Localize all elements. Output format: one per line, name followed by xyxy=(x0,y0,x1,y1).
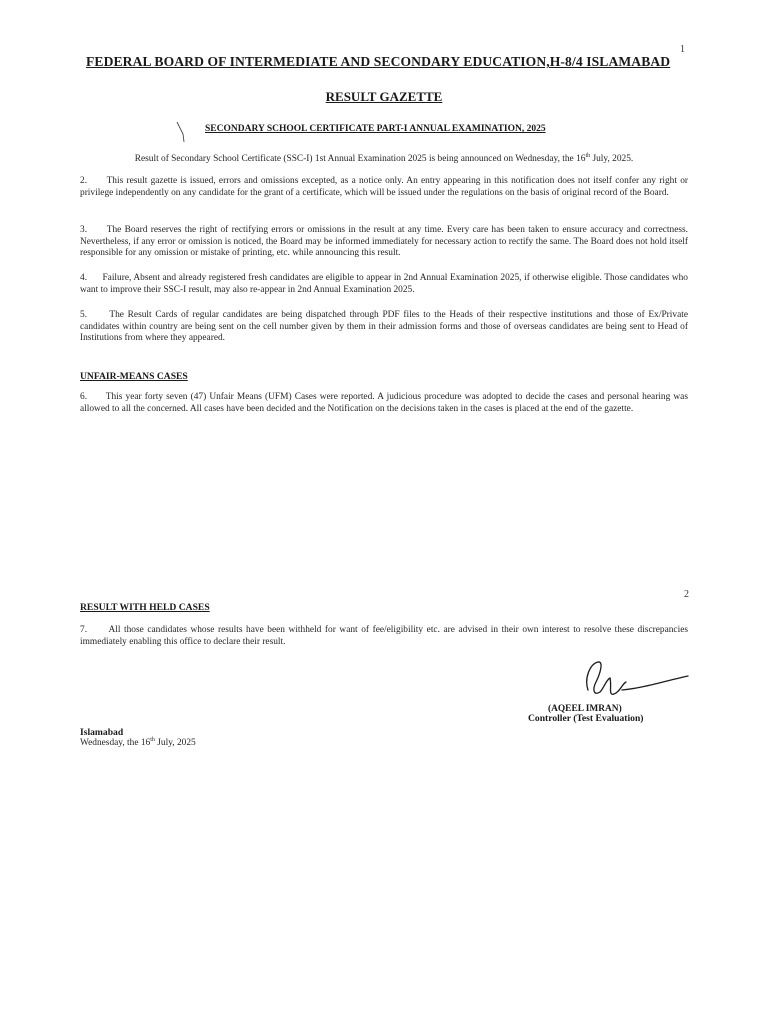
board-title: FEDERAL BOARD OF INTERMEDIATE AND SECONDARY EDUCATION,H-8/4 ISLAMABAD xyxy=(86,54,671,69)
date: Wednesday, the 16th July, 2025 xyxy=(80,736,196,748)
paragraph-text: All those candidates whose results have been withheld for want of fee/eligibility etc. are advised in their own interest to resolve these discrepancies immediately enabling this office to declare their result. xyxy=(80,625,689,647)
paragraph-text: This result gazette is issued, errors and omissions excepted, as a notice only. An entry appearing in this notification does not itself confer any right or privilege independently on any candidate for the grant of a certificate, which will be issued under the regulations on the basis of original record of the Board. xyxy=(80,176,688,198)
page-number-1: 1 xyxy=(680,44,685,55)
paragraph-number: 6. xyxy=(80,392,88,402)
gazette-title: RESULT GAZETTE xyxy=(325,89,443,104)
paragraph-text: The Board reserves the right of rectifying errors or omissions in the result at any time. Every care has been taken to ensure accuracy and correctness. Nevertheless, if any error or omission is noticed, the Board may be informed immediately for necessary action to rectify the same. The Board does not hold itself responsible for any omission or mistake of printing, etc. while announcing this result. xyxy=(80,225,689,259)
paragraph-6 xyxy=(80,392,688,415)
paragraph-number: 3. xyxy=(80,225,88,235)
place: Islamabad xyxy=(80,727,124,738)
exam-title: SECONDARY SCHOOL CERTIFICATE PART-I ANNUAL EXAMINATION, 2025 xyxy=(205,124,546,134)
paragraph-text: This year forty seven (47) Unfair Means (UFM) Cases were reported. A judicious procedure was adopted to decide the cases and personal hearing was allowed to all the concerned. All cases have been decided and the Notification on the decisions taken in the cases is placed at the end of the gazette. xyxy=(80,392,688,414)
paragraph-4 xyxy=(80,273,688,296)
tick-mark-icon xyxy=(174,120,192,144)
paragraph-text: The Result Cards of regular candidates are being dispatched through PDF files to the Heads of their respective institutions and those of Ex/Private candidates within country are being sent on the cell number given by them in their admission forms and those of overseas candidates are being sent to Head of Institutions from where they appeared. xyxy=(80,310,688,344)
unfair-means-heading: UNFAIR-MEANS CASES xyxy=(80,371,188,382)
paragraph-7 xyxy=(80,625,688,648)
signatory-name: (AQEEL IMRAN) xyxy=(548,704,622,714)
paragraph-text: Failure, Absent and already registered fresh candidates are eligible to appear in 2nd Annual Examination 2025, if otherwise eligible. Those candidates who want to improve their SSC-I result, may also re-appear in 2nd Annual Examination 2025. xyxy=(80,273,688,295)
paragraph-number: 5. xyxy=(80,310,88,320)
paragraph-3 xyxy=(80,225,688,260)
paragraph-number: 4. xyxy=(80,273,88,283)
withheld-heading: RESULT WITH HELD CASES xyxy=(80,602,210,613)
paragraph-number: 7. xyxy=(80,625,88,635)
signatory-title: Controller (Test Evaluation) xyxy=(528,713,644,724)
paragraph-number: 2. xyxy=(80,176,88,186)
paragraph-2 xyxy=(80,176,688,199)
intro-text: Result of Secondary School Certificate (SSC-I) 1st Annual Examination 2025 is being announced on Wednesday, the 16th July, 2025. xyxy=(134,152,634,164)
paragraph-5 xyxy=(80,310,688,345)
page-number-2: 2 xyxy=(684,589,689,600)
